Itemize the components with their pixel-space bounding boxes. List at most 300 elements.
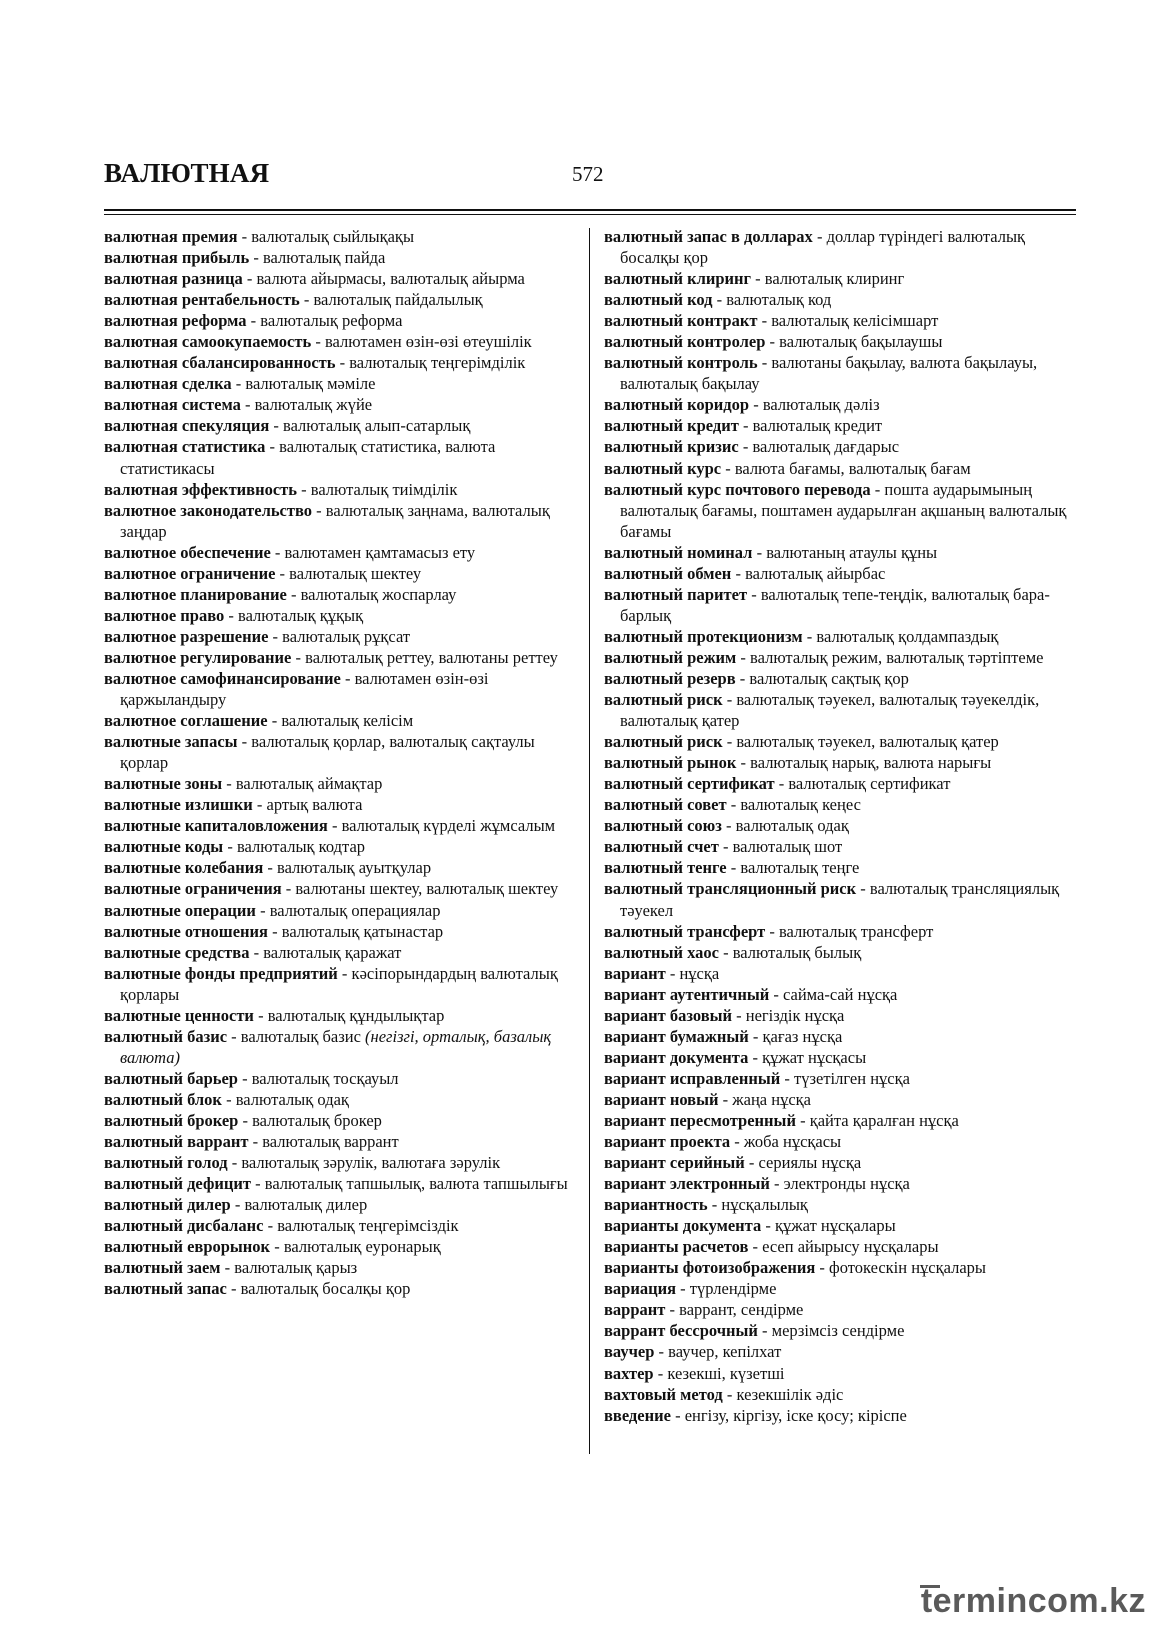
entry-term: валютный совет <box>604 795 727 815</box>
entry-term: вариант серийный <box>604 1153 745 1173</box>
entry-term: валютная прибыль <box>104 248 250 268</box>
entry-separator: - <box>249 248 263 268</box>
entry-separator: - <box>757 311 772 331</box>
dictionary-entry <box>104 247 574 268</box>
entry-separator: - <box>340 668 355 688</box>
dictionary-entry <box>104 626 574 647</box>
dictionary-entry <box>104 373 574 394</box>
entry-separator: - <box>747 584 761 604</box>
entry-translation: валюталық шот <box>732 837 843 857</box>
entry-term: валютное законодательство <box>104 500 313 520</box>
entry-term: валютная премия <box>104 227 238 246</box>
dictionary-entry <box>604 1089 1076 1110</box>
entry-term: валютный рынок <box>604 753 737 773</box>
entry-translation: қайта қаралған нұсқа <box>809 1110 959 1130</box>
entry-translation: түрлендірме <box>689 1279 777 1299</box>
entry-separator: - <box>223 837 237 857</box>
entry-separator: - <box>769 1174 784 1194</box>
dictionary-entry <box>104 542 574 563</box>
dictionary-entry <box>104 710 574 731</box>
entry-separator: - <box>654 1342 669 1362</box>
entry-term: валютное регулирование <box>104 647 292 667</box>
site-watermark <box>916 1569 1146 1621</box>
entry-separator: - <box>297 479 311 499</box>
entry-separator: - <box>227 1153 242 1173</box>
entry-translation: фотокескін нұсқалары <box>829 1258 986 1278</box>
dictionary-entry <box>604 836 1076 857</box>
dictionary-entry <box>604 794 1076 815</box>
entry-translation: қағаз нұсқа <box>762 1026 843 1046</box>
entry-translation: валюталық сақтық қор <box>749 668 909 688</box>
entry-separator: - <box>870 479 885 499</box>
entry-separator: - <box>263 858 277 878</box>
entry-translation: енгізу, кіргізу, іске қосу; кіріспе <box>684 1405 907 1425</box>
entry-translation: валюталық босалқы қор <box>240 1279 411 1299</box>
entry-term: валютная система <box>104 395 241 415</box>
entry-term: валютные отношения <box>104 921 268 941</box>
entry-term: вариантность <box>604 1195 708 1215</box>
dictionary-entry <box>604 1152 1076 1173</box>
dictionary-entry <box>104 1005 574 1026</box>
entry-separator: - <box>268 626 283 646</box>
dictionary-entry <box>104 731 574 773</box>
entry-term: валютный базис <box>104 1026 228 1046</box>
entry-separator: - <box>299 290 314 310</box>
entry-translation: валюталық теңгерімділік <box>349 353 526 373</box>
entry-translation: валюталық одақ <box>235 1089 349 1109</box>
entry-translation: валюталық теңгерімсіздік <box>277 1216 459 1236</box>
entry-separator: - <box>246 311 261 331</box>
dictionary-entry <box>104 500 574 542</box>
entry-translation: сериялы нұсқа <box>758 1153 862 1173</box>
dictionary-entry <box>104 794 574 815</box>
entry-separator: - <box>735 668 750 688</box>
entry-translation: нұсқа <box>679 963 720 983</box>
entry-term: валютные ценности <box>104 1005 254 1025</box>
entry-translation: валюталық келісімшарт <box>771 311 939 331</box>
entry-translation: валюталық еуронарық <box>283 1237 441 1257</box>
entry-translation: артық валюта <box>266 795 363 815</box>
entry-translation: валюталық қорлар, валюталық сақтаулы қорлар <box>120 732 535 773</box>
dictionary-entry <box>604 563 1076 584</box>
entry-term: варрант <box>604 1300 666 1320</box>
entry-term: валютные средства <box>104 942 250 962</box>
entry-term: вариант <box>604 963 666 983</box>
entry-term: валютный протекционизм <box>604 626 803 646</box>
dictionary-entry <box>104 289 574 310</box>
entry-separator: - <box>267 711 282 731</box>
entry-term: варрант бессрочный <box>604 1321 758 1341</box>
entry-separator: - <box>248 1132 263 1152</box>
entry-translation: валюта бағамы, валюталық бағам <box>734 458 971 478</box>
entry-separator: - <box>726 795 741 815</box>
entry-separator: - <box>718 837 733 857</box>
entry-separator: - <box>738 437 753 457</box>
entry-term: валютные коды <box>104 837 224 857</box>
entry-translation: валюталық келісім <box>281 711 414 731</box>
entry-translation: валюталық кодтар <box>236 837 366 857</box>
entry-separator: - <box>761 1216 775 1236</box>
dictionary-entry <box>604 878 1076 920</box>
dictionary-entry <box>604 1047 1076 1068</box>
entry-translation: валюталық брокер <box>252 1110 382 1130</box>
entry-separator: - <box>730 1132 744 1152</box>
entry-separator: - <box>721 816 736 836</box>
dictionary-entry <box>104 1215 574 1236</box>
entry-translation: валюталық қаражат <box>263 942 402 962</box>
entry-term: валютная спекуляция <box>104 416 270 436</box>
entry-term: вахтер <box>604 1363 654 1383</box>
entry-translation: кезекші, күзетші <box>667 1363 785 1383</box>
dictionary-entry <box>104 1257 574 1278</box>
dictionary-entry <box>604 289 1076 310</box>
entry-separator: - <box>722 690 737 710</box>
entry-separator: - <box>265 437 280 457</box>
entry-term: валютный трансферт <box>604 921 766 941</box>
entry-term: валютные операции <box>104 900 256 920</box>
entry-translation: валютамен өзін-өзі өтеушілік <box>324 332 532 352</box>
entry-term: вариант пересмотренный <box>604 1110 796 1130</box>
entry-term: валютные колебания <box>104 858 264 878</box>
dictionary-entry <box>604 731 1076 752</box>
entry-term: валютная рентабельность <box>104 290 300 310</box>
entry-term: валютный тенге <box>604 858 727 878</box>
entry-separator: - <box>226 1279 241 1299</box>
entry-separator: - <box>227 1026 241 1046</box>
entry-term: валютный режим <box>604 647 737 667</box>
entry-translation: валюталық тәуекел, валюталық тәуекелдік, валюталық қатер <box>620 690 1040 731</box>
dictionary-entry <box>604 458 1076 479</box>
dictionary-entry <box>604 752 1076 773</box>
entry-translation: валюталық құқық <box>238 605 364 625</box>
entry-term: валютный код <box>604 290 713 310</box>
entry-separator: - <box>812 227 827 246</box>
dictionary-entry <box>604 1026 1076 1047</box>
entry-separator: - <box>291 647 306 667</box>
dictionary-entry <box>604 1110 1076 1131</box>
entry-translation: валюталық пайда <box>262 248 386 268</box>
entry-separator: - <box>237 1068 252 1088</box>
entry-translation: негіздік нұсқа <box>745 1005 845 1025</box>
entry-translation: валюталық мәміле <box>245 374 376 394</box>
entry-term: валютное ограничение <box>104 563 276 583</box>
entry-translation: валюталық ауытқулар <box>277 858 432 878</box>
entry-translation: валюталық тиімділік <box>310 479 458 499</box>
entry-note: (негізгі, орталық, базалық валюта) <box>120 1026 552 1067</box>
entry-separator: - <box>270 1237 284 1257</box>
entry-translation: валюталық айырбас <box>745 563 886 583</box>
dictionary-entry <box>604 1405 1076 1426</box>
entry-translation: кәсіпорындардың валюталық қорлары <box>120 963 558 1004</box>
entry-translation: валюталық зәрулік, валютаға зәрулік <box>241 1153 501 1173</box>
entry-translation: кезекшілік әдіс <box>736 1384 844 1404</box>
entry-separator: - <box>769 984 783 1004</box>
entry-separator: - <box>748 1047 763 1067</box>
running-head-title: ВАЛЮТНАЯ <box>104 158 270 188</box>
dictionary-entry <box>104 815 574 836</box>
entry-translation: валюталық күрделі жұмсалым <box>341 816 556 836</box>
entry-separator: - <box>238 1110 253 1130</box>
dictionary-entry <box>104 1236 574 1257</box>
entry-separator: - <box>251 1174 265 1194</box>
entry-term: валютный риск <box>604 690 723 710</box>
entry-translation: валюталық пайдалылық <box>313 290 483 310</box>
entry-translation: валютамен өзін-өзі қаржыландыру <box>120 668 489 710</box>
dictionary-entry <box>604 647 1076 668</box>
entry-translation: валюталық дағдарыс <box>752 437 900 457</box>
entry-separator: - <box>311 332 325 352</box>
dictionary-entry <box>104 647 574 668</box>
entry-translation: валюталық кредит <box>752 416 883 436</box>
entry-translation: валюталық режим, валюталық тәртіптеме <box>750 647 1044 667</box>
entry-separator: - <box>744 1153 759 1173</box>
entry-separator: - <box>718 942 733 962</box>
entry-translation: валюталық операциялар <box>269 900 441 920</box>
entry-separator: - <box>718 1089 733 1109</box>
entry-translation: мерзімсіз сендірме <box>771 1321 905 1341</box>
entry-term: варианты документа <box>604 1216 762 1236</box>
entry-term: валютный контракт <box>604 311 758 331</box>
entry-separator: - <box>748 1237 763 1257</box>
entry-term: валютные излишки <box>104 795 253 815</box>
entry-term: вариант исправленный <box>604 1068 781 1088</box>
dictionary-entry <box>104 1068 574 1089</box>
entry-separator: - <box>765 332 780 352</box>
entry-term: валютное соглашение <box>104 711 268 731</box>
entry-term: валютный резерв <box>604 668 736 688</box>
entry-term: валютная эффективность <box>104 479 297 499</box>
dictionary-entry <box>604 963 1076 984</box>
entry-term: валютная статистика <box>104 437 266 457</box>
entry-translation: валюталық статистика, валюта статистикасы <box>120 437 496 478</box>
entry-term: валютное планирование <box>104 584 287 604</box>
entry-term: валютные ограничения <box>104 879 282 899</box>
entry-separator: - <box>337 963 352 983</box>
entry-translation: пошта аударымының валюталық бағамы, поштамен аударылған ақшаның валюталық бағамы <box>620 479 1067 541</box>
dictionary-entry <box>104 878 574 899</box>
dictionary-entry <box>104 394 574 415</box>
entry-separator: - <box>665 963 680 983</box>
entry-separator: - <box>665 1300 680 1320</box>
dictionary-entry <box>104 1152 574 1173</box>
entry-translation: валюталық базис <box>240 1026 366 1046</box>
entry-term: валютный дефицит <box>104 1174 251 1194</box>
entry-term: валютный кредит <box>604 416 739 436</box>
dictionary-entry <box>104 310 574 331</box>
entry-translation: валютаның атаулы құны <box>766 542 938 562</box>
entry-term: валютный еврорынок <box>104 1237 271 1257</box>
entry-translation: жаңа нұсқа <box>732 1089 811 1109</box>
entry-separator: - <box>653 1363 668 1383</box>
dictionary-entry <box>104 773 574 794</box>
entry-separator: - <box>712 290 727 310</box>
entry-translation: валюталық жүйе <box>254 395 373 415</box>
entry-separator: - <box>732 1005 746 1025</box>
entry-separator: - <box>269 416 284 436</box>
left-column <box>104 226 574 1299</box>
dictionary-entry <box>104 1026 574 1068</box>
entry-term: валютный обмен <box>604 563 732 583</box>
dictionary-entry <box>604 479 1076 542</box>
entry-term: валютный хаос <box>604 942 719 962</box>
entry-separator: - <box>815 1258 830 1278</box>
entry-translation: валюталық одақ <box>735 816 849 836</box>
entry-term: валютные капиталовложения <box>104 816 328 836</box>
dictionary-entry <box>104 563 574 584</box>
entry-separator: - <box>736 647 751 667</box>
dictionary-entry <box>104 1089 574 1110</box>
dictionary-entry <box>604 1363 1076 1384</box>
entry-separator: - <box>237 732 252 752</box>
dictionary-entry <box>104 1110 574 1131</box>
entry-translation: валюталық реформа <box>260 311 403 331</box>
dictionary-entry <box>604 1236 1076 1257</box>
entry-term: вариант базовый <box>604 1005 733 1025</box>
dictionary-entry <box>104 352 574 373</box>
dictionary-entry <box>604 815 1076 836</box>
dictionary-entry <box>604 1384 1076 1405</box>
dictionary-entry <box>604 1131 1076 1152</box>
dictionary-entry <box>604 542 1076 563</box>
entry-separator: - <box>242 269 257 289</box>
entry-separator: - <box>255 900 270 920</box>
entry-term: валютный контроль <box>604 353 758 373</box>
entry-translation: валюталық код <box>726 290 832 310</box>
entry-term: валютная сделка <box>104 374 232 394</box>
entry-translation: валюталық дилер <box>244 1195 368 1215</box>
dictionary-entry <box>104 1173 574 1194</box>
entry-separator: - <box>751 269 765 289</box>
entry-term: валютный дисбаланс <box>104 1216 264 1236</box>
entry-term: валютный контролер <box>604 332 766 352</box>
entry-translation: валюта айырмасы, валюталық айырма <box>256 269 525 289</box>
entry-term: валютная реформа <box>104 311 247 331</box>
entry-separator: - <box>253 1005 268 1025</box>
entry-term: валютный заем <box>104 1258 221 1278</box>
right-column <box>604 226 1076 1426</box>
entry-translation: варрант, сендірме <box>679 1300 804 1320</box>
entry-translation: валюталық рұқсат <box>282 626 411 646</box>
entry-separator: - <box>312 500 326 520</box>
entry-translation: валюталық тосқауыл <box>251 1068 399 1088</box>
entry-term: валютный риск <box>604 732 723 752</box>
entry-translation: электронды нұсқа <box>783 1174 910 1194</box>
entry-separator: - <box>249 942 264 962</box>
entry-separator: - <box>263 1216 278 1236</box>
entry-separator: - <box>722 732 737 752</box>
entry-separator: - <box>222 774 236 794</box>
entry-separator: - <box>335 353 350 373</box>
entry-separator: - <box>237 227 252 246</box>
dictionary-entry <box>104 479 574 500</box>
entry-translation: валюталық клиринг <box>764 269 905 289</box>
entry-translation: валюталық құндылықтар <box>267 1005 445 1025</box>
dictionary-entry <box>604 1005 1076 1026</box>
entry-term: валютный дилер <box>104 1195 231 1215</box>
entry-term: валютный блок <box>104 1089 222 1109</box>
dictionary-entry <box>104 1194 574 1215</box>
dictionary-entry <box>604 1068 1076 1089</box>
entry-separator: - <box>736 753 751 773</box>
entry-term: валютный курс почтового перевода <box>604 479 871 499</box>
page-number: 572 <box>572 162 604 186</box>
entry-separator: - <box>252 795 267 815</box>
entry-translation: валюталық трансферт <box>778 921 934 941</box>
entry-translation: құжат нұсқалары <box>775 1216 896 1236</box>
entry-translation: валюталық жоспарлау <box>300 584 457 604</box>
dictionary-entry <box>604 268 1076 289</box>
entry-term: вахтовый метод <box>604 1384 723 1404</box>
dictionary-entry <box>104 331 574 352</box>
dictionary-entry <box>604 857 1076 878</box>
dictionary-entry <box>604 942 1076 963</box>
entry-separator: - <box>780 1068 795 1088</box>
entry-translation: түзетілген нұсқа <box>794 1068 910 1088</box>
entry-term: введение <box>604 1405 671 1425</box>
entry-translation: валюталық бақылаушы <box>779 332 943 352</box>
entry-term: валютный запас в долларах <box>604 227 813 246</box>
entry-term: валютный запас <box>104 1279 227 1299</box>
entry-translation: валюталық алып-сатарлық <box>283 416 471 436</box>
entry-term: валютный варрант <box>104 1132 249 1152</box>
entry-translation: валюталық нарық, валюта нарығы <box>750 753 992 773</box>
entry-translation: валюталық кеңес <box>740 795 861 815</box>
entry-term: вариация <box>604 1279 677 1299</box>
entry-translation: валюталық сыйлықақы <box>251 227 415 246</box>
entry-term: варианты расчетов <box>604 1237 749 1257</box>
entry-separator: - <box>230 1195 245 1215</box>
entry-separator: - <box>221 1089 236 1109</box>
entry-separator: - <box>722 1384 737 1404</box>
dictionary-entry <box>604 415 1076 436</box>
entry-translation: валюталық теңге <box>740 858 860 878</box>
entry-separator: - <box>224 605 238 625</box>
entry-term: ваучер <box>604 1342 655 1362</box>
entry-translation: нұсқалылық <box>721 1195 808 1215</box>
entry-term: валютный курс <box>604 458 722 478</box>
entry-separator: - <box>268 921 282 941</box>
dictionary-entry <box>104 1278 574 1299</box>
entry-separator: - <box>721 458 735 478</box>
dictionary-entry <box>104 226 574 247</box>
entry-separator: - <box>757 353 772 373</box>
entry-separator: - <box>275 563 290 583</box>
entry-term: вариант электронный <box>604 1174 770 1194</box>
page-header <box>104 158 1076 198</box>
dictionary-entry <box>104 415 574 436</box>
entry-term: вариант аутентичный <box>604 984 770 1004</box>
dictionary-entry <box>104 836 574 857</box>
dictionary-entry <box>604 436 1076 457</box>
entry-term: валютный коридор <box>604 395 750 415</box>
entry-separator: - <box>757 1321 772 1341</box>
dictionary-entry <box>604 1173 1076 1194</box>
entry-separator: - <box>765 921 779 941</box>
entry-term: валютный номинал <box>604 542 753 562</box>
entry-translation: валюталық трансляциялық тәуекел <box>620 879 1060 920</box>
entry-term: вариант проекта <box>604 1132 731 1152</box>
dictionary-entry <box>104 900 574 921</box>
entry-separator: - <box>738 416 753 436</box>
dictionary-entry <box>104 268 574 289</box>
dictionary-entry <box>604 1278 1076 1299</box>
entry-separator: - <box>749 395 763 415</box>
entry-translation: құжат нұсқасы <box>762 1047 867 1067</box>
entry-separator: - <box>240 395 255 415</box>
entry-translation: валюталық сертификат <box>788 774 951 794</box>
dictionary-entry <box>604 1194 1076 1215</box>
dictionary-entry <box>604 310 1076 331</box>
